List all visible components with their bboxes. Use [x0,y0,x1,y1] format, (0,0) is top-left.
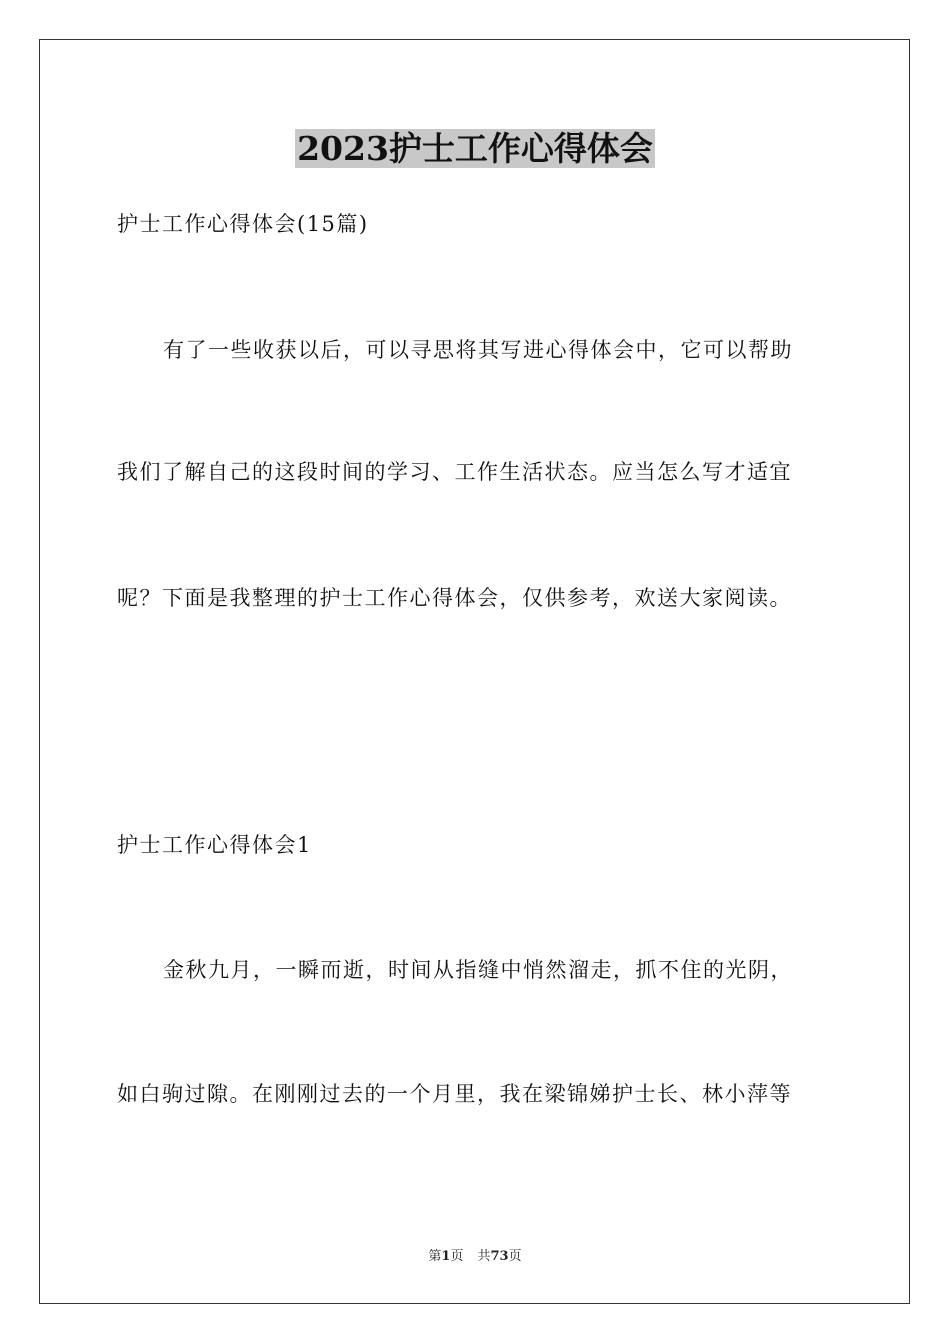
document-subtitle: 护士工作心得体会(15篇) [117,212,369,236]
footer-page-number: 1 [441,1249,451,1264]
intro-line-3: 呢？下面是我整理的护士工作心得体会，仅供参考，欢送大家阅读。 [117,586,792,610]
page-footer [0,1248,950,1266]
body-line-1: 金秋九月，一瞬而逝，时间从指缝中悄然溜走，抓不住的光阴， [163,958,793,982]
section-heading: 护士工作心得体会1 [117,833,312,857]
document-title [0,127,950,171]
footer-total-prefix: 共 [477,1249,491,1264]
footer-total-suffix: 页 [508,1249,522,1264]
intro-line-2: 我们了解自己的这段时间的学习、工作生活状态。应当怎么写才适宜 [117,460,792,484]
document-title-text: 2023护士工作心得体会 [297,129,653,168]
intro-line-1: 有了一些收获以后，可以寻思将其写进心得体会中，它可以帮助 [163,338,793,362]
footer-page-prefix: 第 [428,1249,442,1264]
footer-page-suffix: 页 [450,1249,464,1264]
body-line-2: 如白驹过隙。在刚刚过去的一个月里，我在梁锦娣护士长、林小萍等 [117,1082,792,1106]
footer-total-pages: 73 [490,1249,509,1264]
